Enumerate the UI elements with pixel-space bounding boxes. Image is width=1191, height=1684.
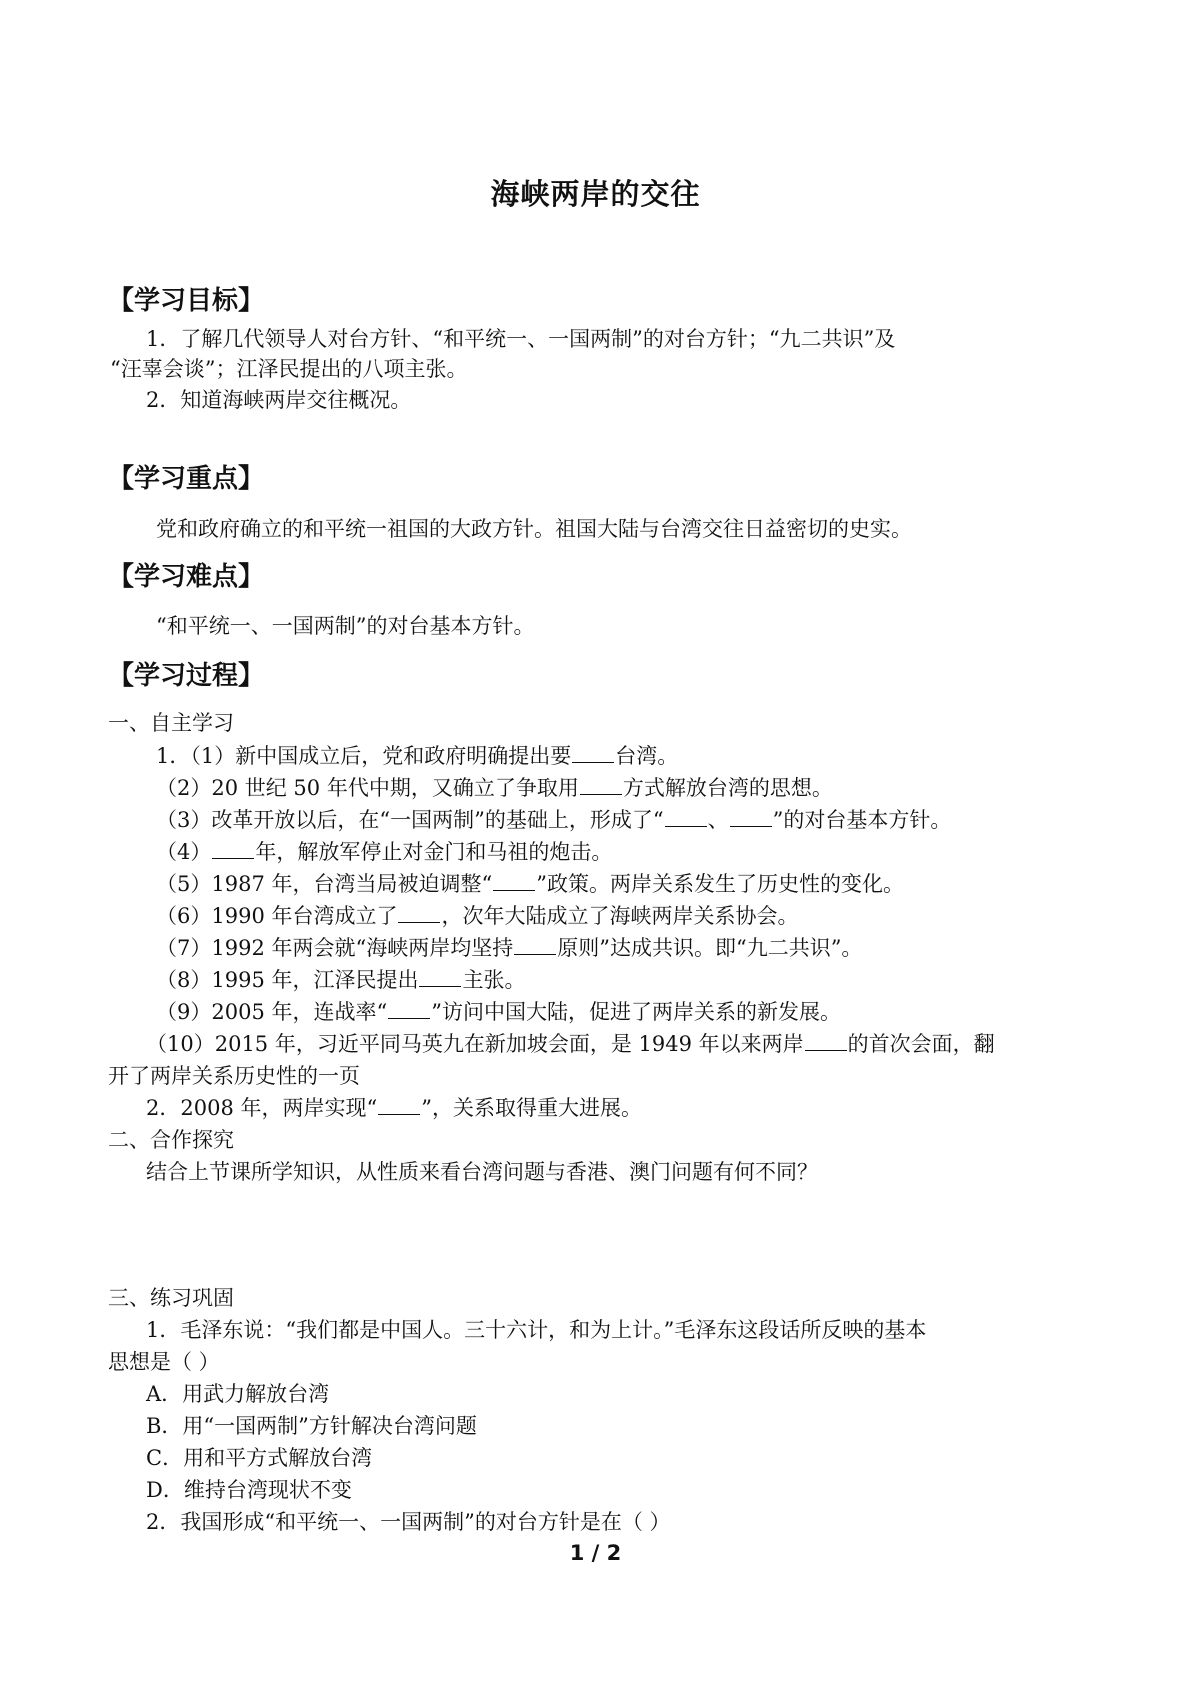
page-indicator: 1 / 2 [569,1541,622,1565]
fill-item-text: 2．2008 年，两岸实现“ [146,1096,378,1120]
fill-blank[interactable] [398,902,440,923]
fill-blank[interactable] [212,838,254,859]
fill-item-9 [156,997,841,1027]
heading-learning-process: 【学习过程】 [108,661,265,691]
exercise-1-option-c[interactable]: C．用和平方式解放台湾 [146,1446,373,1470]
fill-item-text: 1．（1）新中国成立后，党和政府明确提出要 [156,744,572,768]
part3-title: 三、练习巩固 [108,1286,234,1310]
exercise-1-option-b[interactable]: B．用“一国两制”方针解决台湾问题 [146,1414,477,1438]
fill-item-text: （2）20 世纪 50 年代中期，又确立了争取用 [156,776,579,800]
difficulties-text: “和平统一、一国两制”的对台基本方针。 [156,614,535,638]
heading-key-points: 【学习重点】 [108,464,265,494]
heading-learning-objectives: 【学习目标】 [108,286,265,316]
heading-difficulties: 【学习难点】 [108,562,265,592]
fill-item-text: （5）1987 年，台湾当局被迫调整“ [156,872,493,896]
exercise-1-line-2: 思想是（ ） [108,1350,220,1374]
objective-1-line-1: 1．了解几代领导人对台方针、“和平统一、一国两制”的对台方针；“九二共识”及 [146,327,896,351]
fill-item-1 [156,741,678,771]
fill-blank[interactable] [514,934,556,955]
fill-item-text: 的首次会面，翻 [847,1032,995,1056]
fill-item-text: ”访问中国大陆，促进了两岸关系的新发展。 [431,1000,841,1024]
answer-space[interactable] [108,1200,1088,1270]
fill-item-text: （4） [156,840,212,864]
part1-title: 一、自主学习 [108,711,234,735]
exercise-1-option-d[interactable]: D．维持台湾现状不变 [146,1478,352,1502]
fill-blank[interactable] [805,1030,847,1051]
fill-item-text: 台湾。 [615,744,679,768]
fill-item-text: （10）2015 年，习近平同马英九在新加坡会面，是 1949 年以来两岸 [146,1032,804,1056]
document-title: 海峡两岸的交往 [490,177,701,211]
fill-item-text: 年，解放军停止对金门和马祖的炮击。 [255,840,613,864]
fill-item-text: ”的对台基本方针。 [772,808,952,832]
fill-item-text: （7）1992 年两会就“海峡两岸均坚持 [156,936,514,960]
fill-item-text: 方式解放台湾的思想。 [622,776,833,800]
fill-item-text: （8）1995 年，江泽民提出 [156,968,419,992]
fill-item-3 [156,805,951,835]
fill-item-2 [156,773,833,803]
part2-title: 二、合作探究 [108,1128,234,1152]
fill-blank[interactable] [388,998,430,1019]
fill-item-text: （9）2005 年，连战率“ [156,1000,388,1024]
fill-item-text: （3）改革开放以后，在“一国两制”的基础上，形成了“ [156,808,664,832]
fill-blank[interactable] [580,774,622,795]
fill-blank[interactable] [378,1094,420,1115]
fill-item-text: ”政策。两岸关系发生了历史性的变化。 [536,872,904,896]
fill-blank[interactable] [665,806,707,827]
fill-item-4 [156,837,612,867]
fill-blank[interactable] [572,742,614,763]
fill-item-text: 主张。 [462,968,526,992]
part2-question: 结合上节课所学知识，从性质来看台湾问题与香港、澳门问题有何不同？ [146,1160,818,1184]
fill-item-6 [156,901,798,931]
exercise-1-option-a[interactable]: A．用武力解放台湾 [146,1382,330,1406]
fill-blank[interactable] [730,806,772,827]
fill-item-text: ，次年大陆成立了海峡两岸关系协会。 [441,904,799,928]
fill-item-text: 原则”达成共识。即“九二共识”。 [557,936,863,960]
exercise-2: 2．我国形成“和平统一、一国两制”的对台方针是在（ ） [146,1510,671,1534]
fill-blank[interactable] [419,966,461,987]
fill-item-8 [156,965,525,995]
exercise-1-line-1: 1．毛泽东说：“我们都是中国人。三十六计，和为上计。”毛泽东这段话所反映的基本 [146,1318,927,1342]
fill-item-text: 、 [707,808,729,832]
fill-item-text: ”，关系取得重大进展。 [421,1096,642,1120]
key-points-text: 党和政府确立的和平统一祖国的大政方针。祖国大陆与台湾交往日益密切的史实。 [156,517,912,541]
objective-1-line-2: “汪辜会谈”；江泽民提出的八项主张。 [110,357,468,381]
fill-item-10 [146,1029,995,1059]
fill-blank[interactable] [493,870,535,891]
fill-question-2 [146,1093,642,1123]
fill-item-5 [156,869,904,899]
fill-item-text: （6）1990 年台湾成立了 [156,904,398,928]
objective-2: 2．知道海峡两岸交往概况。 [146,388,412,412]
fill-item-7 [156,933,862,963]
fill-item-10-continuation: 开了两岸关系历史性的一页 [108,1064,360,1088]
